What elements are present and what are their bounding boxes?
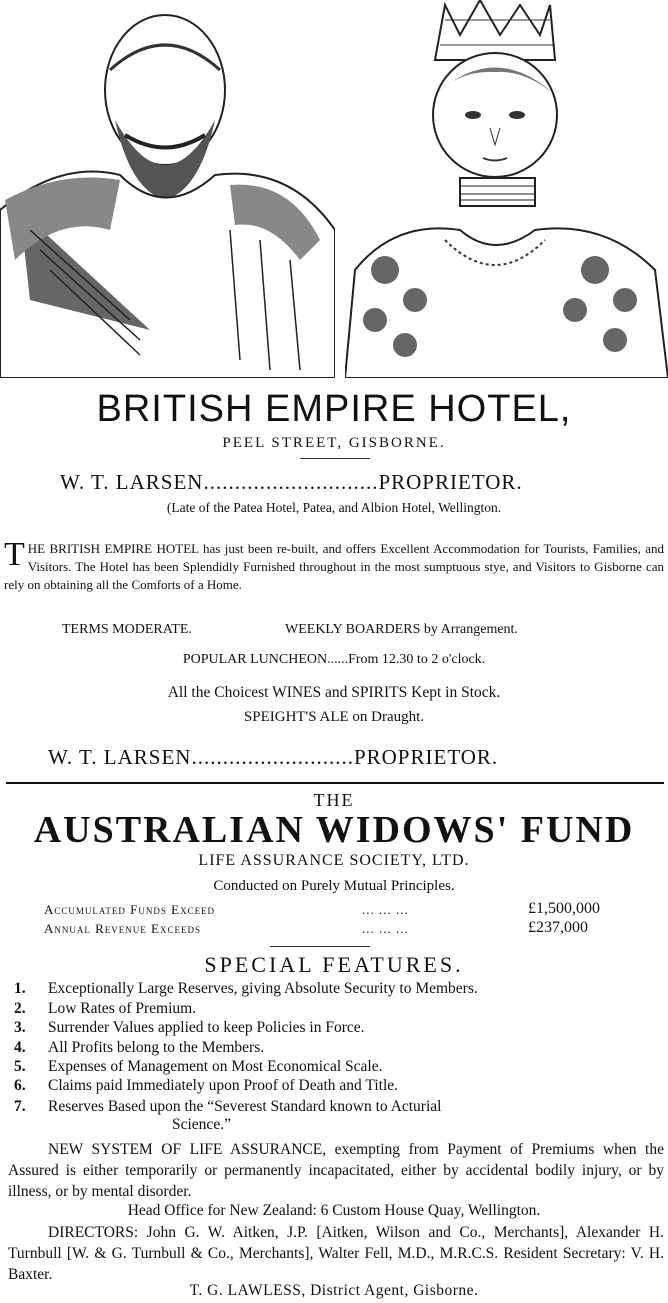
- fund-row-dots: ... ... ...: [362, 902, 409, 917]
- feature-text: Surrender Values applied to keep Policies in Force.: [48, 1019, 365, 1036]
- feature-item: [14, 1077, 664, 1095]
- feature-number: 4.: [14, 1039, 26, 1056]
- feature-text: All Profits belong to the Members.: [48, 1039, 265, 1056]
- directors-paragraph: DIRECTORS: John G. W. Aitken, J.P. [Aitken, Wilson and Co., Merchants], Alexander H. Turnbull [W. & G. Turnbull & Co., Merchants], Walter Fell, M.D., M.R.C.S. Resident Secretary: V. H. Baxter.: [8, 1224, 664, 1283]
- fund-row-label: Accumulated Funds Exceed: [44, 902, 216, 917]
- special-features-heading: SPECIAL FEATURES.: [204, 952, 464, 977]
- king-portrait-image: [0, 0, 335, 378]
- terms-moderate: TERMS MODERATE.: [62, 622, 192, 637]
- hotel-address: PEEL STREET, GISBORNE.: [222, 435, 446, 451]
- head-office: Head Office for New Zealand: 6 Custom House Quay, Wellington.: [127, 1202, 541, 1219]
- feature-text: Low Rates of Premium.: [48, 1000, 197, 1017]
- feature-number: 3.: [14, 1019, 26, 1036]
- section-divider: [6, 782, 664, 784]
- weekly-boarders: WEEKLY BOARDERS by Arrangement.: [285, 622, 518, 637]
- divider: [300, 458, 370, 459]
- hotel-description: [4, 536, 664, 594]
- feature-item: [14, 1019, 664, 1037]
- proprietor-line-top: W. T. LARSEN............................PROPRIETOR.: [60, 470, 523, 494]
- fund-the: THE: [313, 790, 355, 810]
- feature-text: Claims paid Immediately upon Proof of Death and Title.: [48, 1077, 398, 1094]
- feature-item: [14, 980, 664, 998]
- queen-portrait-image: [345, 0, 668, 378]
- divider: [270, 946, 370, 947]
- feature-number: 7.: [14, 1098, 26, 1115]
- new-system-paragraph: NEW SYSTEM OF LIFE ASSURANCE, exempting from Payment of Premiums when the Assured is either temporarily or permanently incapacitated, either by accidental bodily injury, or by illness, or by mental disorder.: [8, 1141, 664, 1200]
- fund-conducted: Conducted on Purely Mutual Principles.: [213, 878, 455, 894]
- feature-text: Expenses of Management on Most Economical Scale.: [48, 1058, 383, 1075]
- feature-7-continuation: Science.”: [172, 1116, 231, 1133]
- district-agent: T. G. LAWLESS, District Agent, Gisborne.: [189, 1282, 479, 1299]
- fund-subtitle: LIFE ASSURANCE SOCIETY, LTD.: [198, 852, 470, 869]
- proprietor-line-bottom: W. T. LARSEN..........................PROPRIETOR.: [48, 745, 499, 769]
- feature-text: Reserves Based upon the “Severest Standard known to Acturial: [48, 1098, 442, 1115]
- feature-item: [14, 1058, 664, 1076]
- wines-spirits: All the Choicest WINES and SPIRITS Kept in Stock.: [167, 684, 501, 701]
- fund-row-label: Annual Revenue Exceeds: [44, 921, 201, 936]
- speights-ale: SPEIGHT'S ALE on Draught.: [243, 709, 425, 725]
- fund-row-amount: £237,000: [528, 919, 588, 936]
- hotel-description-text: HE BRITISH EMPIRE HOTEL has just been re-built, and offers Excellent Accommodation for Tourists, Families, and Visitors. The Hotel has been Splendidly Furnished throughout in the most sumptuous stye, and Visitors to Gisborne can rely on obtaining all the Comforts of a Home.: [4, 541, 664, 592]
- feature-item: [14, 1000, 664, 1018]
- hotel-title: BRITISH EMPIRE HOTEL,: [96, 388, 572, 430]
- feature-item: [14, 1039, 664, 1057]
- fund-row-amount: £1,500,000: [528, 900, 600, 917]
- feature-item: [14, 1098, 664, 1116]
- popular-luncheon: POPULAR LUNCHEON......From 12.30 to 2 o'clock.: [182, 652, 486, 667]
- feature-text: Exceptionally Large Reserves, giving Absolute Security to Members.: [48, 980, 478, 997]
- feature-number: 1.: [14, 980, 26, 997]
- feature-number: 6.: [14, 1077, 26, 1094]
- fund-row-dots: ... ... ...: [362, 921, 409, 936]
- feature-number: 5.: [14, 1058, 26, 1075]
- feature-number: 2.: [14, 1000, 26, 1017]
- fund-title: AUSTRALIAN WIDOWS' FUND: [33, 809, 635, 851]
- drop-cap: T: [4, 536, 25, 573]
- late-of-line: (Late of the Patea Hotel, Patea, and Albion Hotel, Wellington.: [166, 500, 502, 515]
